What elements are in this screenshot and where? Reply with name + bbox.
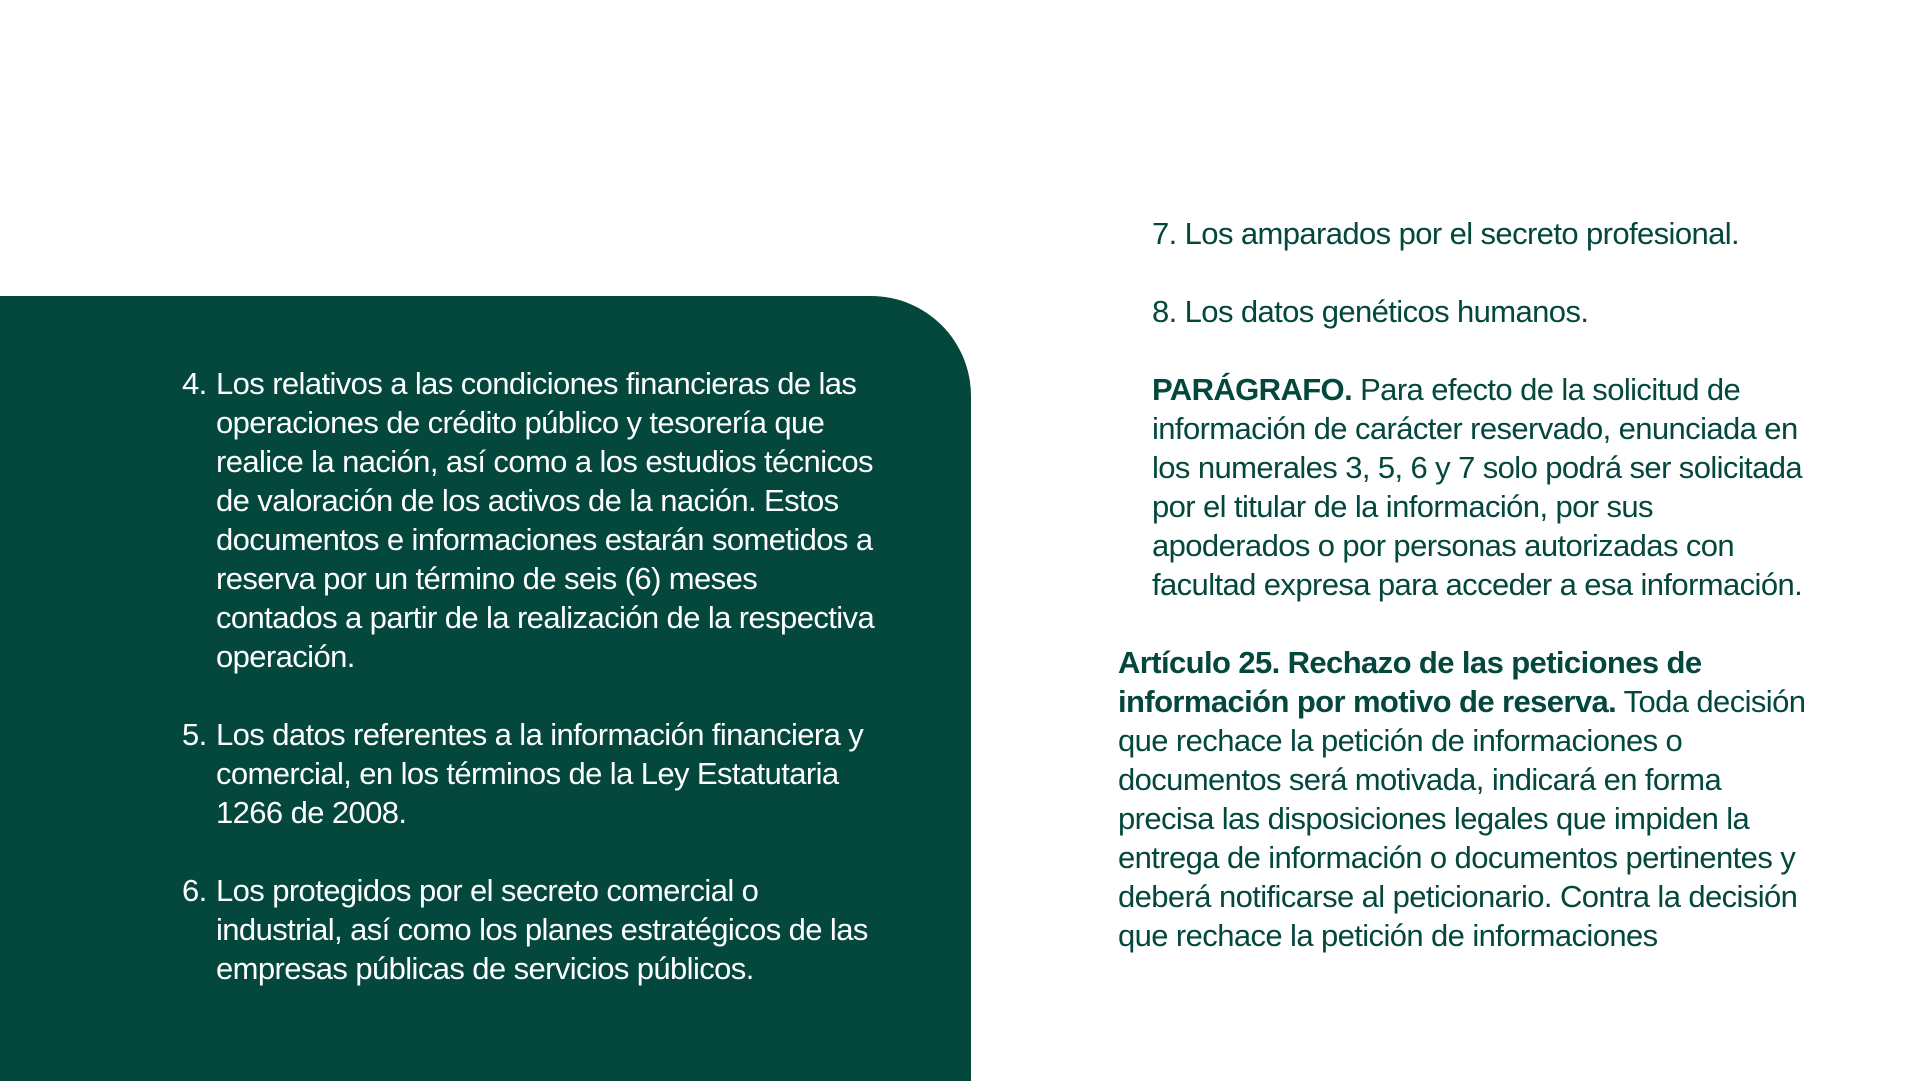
paragrafo-label: PARÁGRAFO. [1152, 372, 1353, 407]
list-number: 5. [182, 717, 207, 752]
list-number: 6. [182, 873, 207, 908]
list-item-4 [182, 364, 882, 676]
list-text: Los relativos a las condiciones financieras de las operaciones de crédito público y tesorería que realice la nación, así como a los estudios técnicos de valoración de los activos de la nación. Estos documentos e informaciones estarán sometidos a reserva por un término de seis (6) meses contados a partir de la realización de la respectiva operación. [216, 366, 875, 674]
article-title: Artículo 25. Rechazo de las peticiones de información por motivo de reserva. [1118, 645, 1702, 719]
paragrafo [1152, 370, 1818, 604]
left-list [182, 364, 882, 1027]
list-text: Los protegidos por el secreto comercial o industrial, así como los planes estratégicos de las empresas públicas de servicios públicos. [216, 873, 868, 986]
right-column [1118, 214, 1818, 955]
paragrafo-text: Para efecto de la solicitud de información de carácter reservado, enunciada en los numerales 3, 5, 6 y 7 solo podrá ser solicitada por el titular de la información, por sus apoderados o por personas autorizadas con facultad expresa para acceder a esa información. [1152, 372, 1803, 602]
list-item-6 [182, 871, 882, 988]
list-item-5 [182, 715, 882, 832]
list-item-8: 8. Los datos genéticos humanos. [1152, 294, 1589, 329]
list-number: 4. [182, 366, 207, 401]
article-text: Toda decisión que rechace la petición de informaciones o documentos será motivada, indicará en forma precisa las disposiciones legales que impiden la entrega de información o documentos pertinentes y deberá notificarse al peticionario. Contra la decisión que rechace la petición de informaciones [1118, 684, 1806, 953]
article-25 [1118, 643, 1818, 955]
list-item-7: 7. Los amparados por el secreto profesional. [1152, 216, 1740, 251]
list-text: Los datos referentes a la información financiera y comercial, en los términos de la Ley Estatutaria 1266 de 2008. [216, 717, 864, 830]
